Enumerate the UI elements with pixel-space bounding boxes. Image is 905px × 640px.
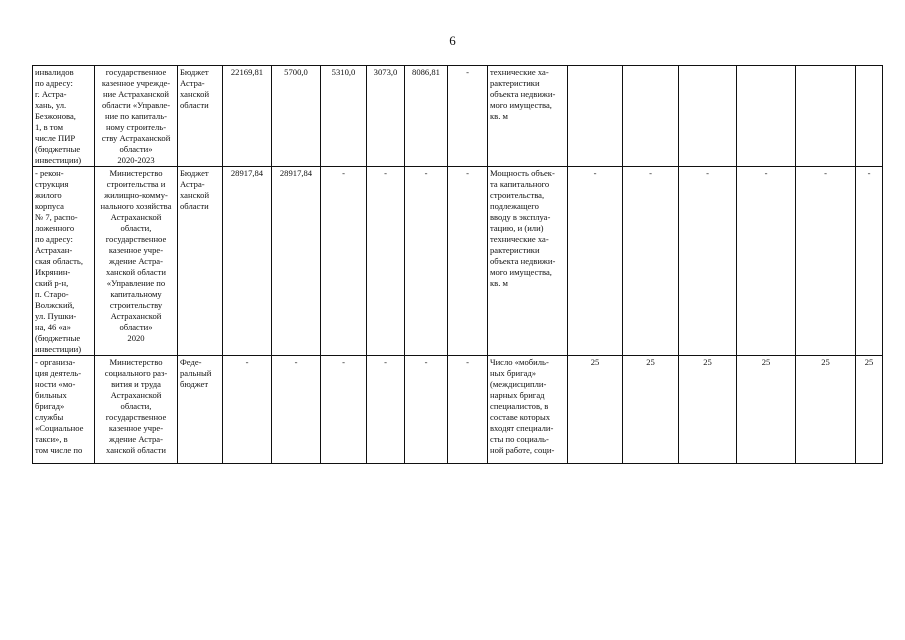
indicator-cell: Число «мобиль- ных бригад» (междисципли- нарных бригад специалистов, в составе которых входят специали- сты по социаль- ной работе, соци-	[488, 356, 568, 464]
event-cell: - организа- ция деятель- ности «мо- бильных бригад» службы «Социальное такси», в том числе по	[33, 356, 95, 464]
year-5-cell: -	[448, 66, 488, 167]
year-3-cell: -	[367, 356, 405, 464]
table-row	[33, 356, 883, 464]
year-4-cell: 8086,81	[405, 66, 448, 167]
executor-cell: Министерство строительства и жилищно-комму- нального хозяйства Астраханской области, государственное казенное учре- ждение Астра- ханской области «Управление по капитальному строительству Астраханской области» 2020	[95, 167, 178, 356]
target-6-cell	[856, 66, 883, 167]
year-1-cell: 5700,0	[272, 66, 321, 167]
target-6-cell: -	[856, 167, 883, 356]
total-cell: 28917,84	[223, 167, 272, 356]
target-1-cell: -	[568, 167, 623, 356]
year-1-cell: 28917,84	[272, 167, 321, 356]
target-4-cell	[737, 66, 796, 167]
total-cell: 22169,81	[223, 66, 272, 167]
page-number: 6	[449, 33, 456, 48]
target-2-cell: -	[623, 167, 679, 356]
target-5-cell	[796, 66, 856, 167]
year-1-cell: -	[272, 356, 321, 464]
year-5-cell: -	[448, 167, 488, 356]
target-2-cell: 25	[623, 356, 679, 464]
target-1-cell	[568, 66, 623, 167]
target-5-cell: -	[796, 167, 856, 356]
funding-source-cell: Бюджет Астра- ханской области	[178, 66, 223, 167]
funding-source-cell: Феде- ральный бюджет	[178, 356, 223, 464]
target-3-cell	[679, 66, 737, 167]
funding-source-cell: Бюджет Астра- ханской области	[178, 167, 223, 356]
event-cell: - рекон- струкция жилого корпуса № 7, распо- ложенного по адресу: Астрахан- ская область, Икрянин- ский р-н, п. Старо- Волжский, ул. Пушки- на, 46 «а» (бюджетные инвестиции)	[33, 167, 95, 356]
year-5-cell: -	[448, 356, 488, 464]
year-2-cell: -	[321, 167, 367, 356]
target-2-cell	[623, 66, 679, 167]
target-4-cell: 25	[737, 356, 796, 464]
program-table	[32, 65, 883, 464]
year-3-cell: -	[367, 167, 405, 356]
target-3-cell: 25	[679, 356, 737, 464]
event-cell: инвалидов по адресу: г. Астра- хань, ул. Безжонова, 1, в том числе ПИР (бюджетные инвестиции)	[33, 66, 95, 167]
target-1-cell: 25	[568, 356, 623, 464]
target-4-cell: -	[737, 167, 796, 356]
target-6-cell: 25	[856, 356, 883, 464]
executor-cell: Министерство социального раз- вития и труда Астраханской области, государственное казенное учре- ждение Астра- ханской области	[95, 356, 178, 464]
target-3-cell: -	[679, 167, 737, 356]
year-2-cell: -	[321, 356, 367, 464]
target-5-cell: 25	[796, 356, 856, 464]
indicator-cell: Мощность объек- та капитального строительства, подлежащего вводу в эксплуа- тацию, и (или) технические ха- рактеристики объекта недвижи- мого имущества, кв. м	[488, 167, 568, 356]
year-2-cell: 5310,0	[321, 66, 367, 167]
year-4-cell: -	[405, 167, 448, 356]
year-4-cell: -	[405, 356, 448, 464]
table-row	[33, 66, 883, 167]
total-cell: -	[223, 356, 272, 464]
table-row	[33, 167, 883, 356]
year-3-cell: 3073,0	[367, 66, 405, 167]
indicator-cell: технические ха- рактеристики объекта недвижи- мого имущества, кв. м	[488, 66, 568, 167]
executor-cell: государственное казенное учрежде- ние Астраханской области «Управле- ние по капиталь- ному строитель- ству Астраханской области» 2020-2023	[95, 66, 178, 167]
